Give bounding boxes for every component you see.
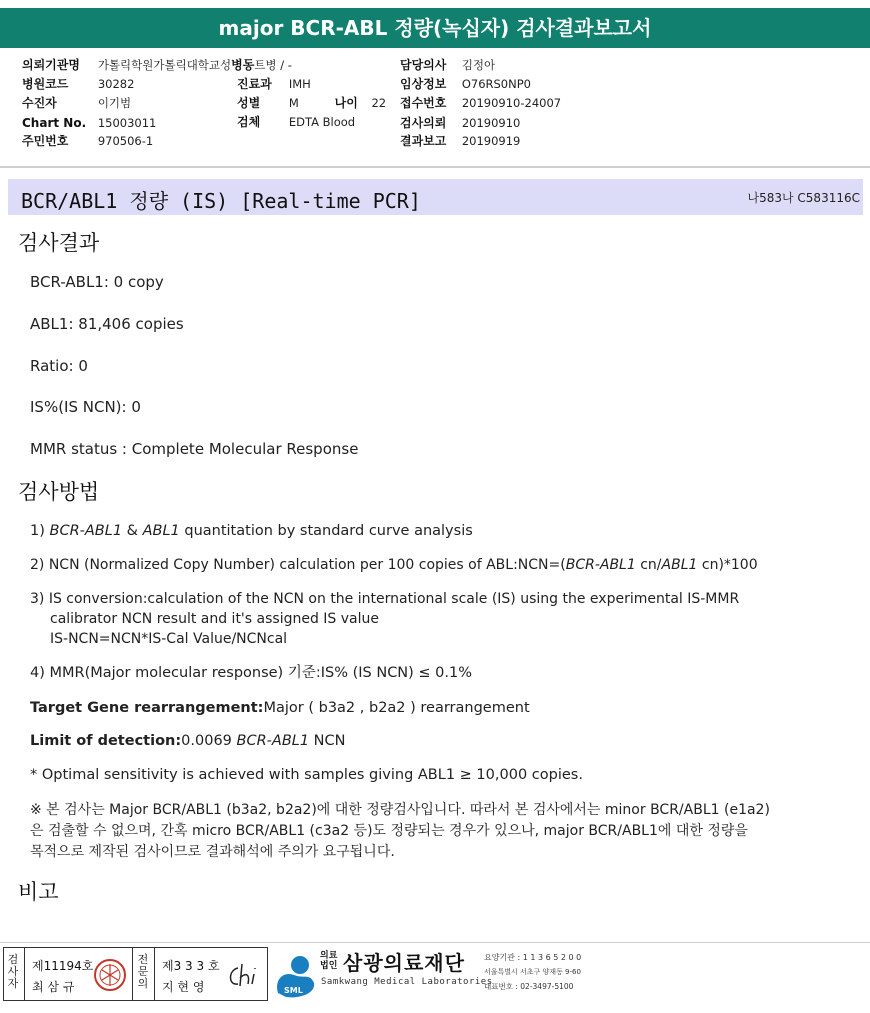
m1-suffix: quantitation by standard curve analysis (179, 523, 473, 539)
lod-value: 0.0069 (181, 733, 237, 749)
method-heading: 검사방법 (18, 480, 100, 504)
signature-box (3, 947, 268, 1001)
method-item-4: 4) MMR(Major molecular response) 기준:IS% (IS NCN) ≤ 0.1% (30, 665, 473, 681)
report-date-row (400, 133, 520, 149)
sml-logo-text: SML (284, 986, 303, 995)
result-mmr-status: MMR status : Complete Molecular Response (30, 440, 359, 458)
specialist-name: 지 현 영 (162, 980, 205, 994)
org-address: 서울특별시 서초구 양재동 9-60 (484, 968, 581, 976)
m2-gene1: BCR-ABL1 (565, 557, 636, 573)
result-abl1: ABL1: 81,406 copies (30, 315, 184, 333)
results-heading: 검사결과 (18, 231, 100, 255)
age-value: 22 (371, 96, 387, 110)
ward-value: 트병 / - (254, 58, 292, 72)
test-name: BCR/ABL1 정량 (IS) [Real-time PCR] (21, 189, 421, 213)
rrn-label: 주민번호 (22, 134, 69, 148)
m2-suffix: cn)*100 (697, 557, 758, 573)
report-title: major BCR-ABL 정량(녹십자) 검사결과보고서 (0, 8, 870, 48)
target-label: Target Gene rearrangement: (30, 700, 264, 716)
receipt-value: 20190910-24007 (461, 96, 562, 110)
tester-v3: 자 (7, 977, 19, 990)
tester-v1: 검 (7, 953, 19, 966)
org-prefix (320, 951, 337, 971)
m2-mid: cn/ (635, 557, 662, 573)
chart-value: 15003011 (97, 116, 157, 130)
request-label: 검사의뢰 (400, 116, 447, 130)
specialist-v3: 의 (137, 977, 149, 990)
lod-label: Limit of detection: (30, 733, 182, 749)
divider-2 (132, 948, 133, 1000)
specialist-v2: 문 (137, 965, 149, 978)
tester-vertical-label (6, 954, 20, 990)
ward-label: 병동 (231, 58, 255, 72)
chart-label: Chart No. (22, 116, 87, 130)
sml-logo-icon (270, 949, 320, 1001)
target-value: Major ( b3a2 , b2a2 ) rearrangement (263, 700, 530, 716)
target-gene (30, 698, 530, 718)
tester-license-no: 제11194호 (32, 959, 94, 973)
caution-note-line2: 은 검출할 수 없으며, 간혹 micro BCR/ABL1 (c3a2 등)도 정량되는 경우가 있으나, major BCR/ABL1에 대한 정량을 (30, 823, 748, 839)
doctor-value: 김정아 (461, 58, 496, 72)
divider-1 (24, 948, 25, 1000)
result-ratio: Ratio: 0 (30, 357, 88, 375)
specialist-signature-icon (224, 956, 264, 992)
hospital-code-label: 병원코드 (22, 77, 69, 91)
divider-3 (154, 948, 155, 1000)
receipt-row (400, 95, 561, 111)
test-code: 나583나 C583116C (747, 191, 860, 205)
institution-value: 가톨릭학원가톨릭대학교성 (97, 58, 232, 72)
dept-label: 진료과 (237, 77, 272, 91)
lod-suffix: NCN (309, 733, 346, 749)
m2-prefix: 2) NCN (Normalized Copy Number) calculation per 100 copies of ABL:NCN=( (30, 557, 566, 573)
lod-gene: BCR-ABL1 (236, 733, 310, 749)
method-item-3-line1: 3) IS conversion:calculation of the NCN on the international scale (IS) using the experimental IS-MMR (30, 591, 740, 607)
specialist-license-no: 제3 3 3 호 (162, 959, 220, 973)
result-is-percent: IS%(IS NCN): 0 (30, 398, 141, 416)
receipt-label: 접수번호 (400, 96, 447, 110)
doctor-row (400, 57, 495, 73)
remarks-heading: 비고 (18, 880, 59, 904)
sensitivity-note: * Optimal sensitivity is achieved with samples giving ABL1 ≥ 10,000 copies. (30, 767, 583, 783)
org-english-name: Samkwang Medical Laboratories (321, 977, 493, 987)
caution-note-line3: 목적으로 제작된 검사이므로 결과해석에 주의가 요구됩니다. (30, 844, 395, 860)
sex-value: M (288, 96, 299, 110)
chart-row (22, 115, 156, 131)
org-prefix-1: 의료 (320, 951, 338, 961)
report-date-label: 결과보고 (400, 134, 447, 148)
test-name-bar (8, 179, 863, 215)
m1-amp: & (122, 523, 143, 539)
specialist-v1: 전 (137, 953, 149, 966)
request-row (400, 115, 520, 131)
care-institution-no: 요양기관 : 1 1 3 6 5 2 0 0 (484, 953, 582, 962)
m1-gene2: ABL1 (142, 523, 180, 539)
tester-name: 최 삼 규 (32, 980, 75, 994)
doctor-label: 담당의사 (400, 58, 447, 72)
institution-label: 의뢰기관명 (22, 58, 80, 72)
hospital-code-row (22, 76, 134, 92)
specialist-vertical-label (136, 954, 150, 990)
clinical-label: 임상정보 (400, 77, 447, 91)
specimen-label: 검체 (237, 115, 261, 129)
org-prefix-2: 법인 (320, 961, 338, 971)
clinical-row (400, 76, 531, 92)
org-phone: 대표번호 : 02-3497-5100 (484, 982, 574, 991)
m1-gene1: BCR-ABL1 (49, 523, 123, 539)
method-item-3-line3: IS-NCN=NCN*IS-Cal Value/NCNcal (50, 631, 288, 647)
rrn-value: 970506-1 (97, 134, 154, 148)
institution-row (22, 57, 292, 73)
dept-value: IMH (288, 77, 311, 91)
hospital-code-value: 30282 (97, 77, 135, 91)
method-item-3-line2: calibrator NCN result and it's assigned IS value (50, 611, 379, 627)
sex-label: 성별 (237, 96, 261, 110)
tester-v2: 사 (7, 965, 19, 978)
result-bcr-abl1: BCR-ABL1: 0 copy (30, 273, 164, 291)
caution-note-line1: ※ 본 검사는 Major BCR/ABL1 (b3a2, b2a2)에 대한 정량검사입니다. 따라서 본 검사에서는 minor BCR/ABL1 (e1a2) (30, 802, 770, 818)
patient-value: 이기범 (97, 96, 132, 110)
sex-row (237, 95, 386, 111)
patient-info-panel (0, 48, 870, 168)
clinical-value: O76RS0NP0 (461, 77, 531, 91)
dept-row (237, 76, 311, 92)
org-name: 삼광의료재단 (343, 951, 465, 975)
method-item-2 (30, 555, 758, 575)
specimen-value: EDTA Blood (288, 115, 356, 129)
report-footer (0, 942, 870, 1013)
age-label: 나이 (334, 96, 358, 110)
patient-label: 수진자 (22, 96, 57, 110)
rrn-row (22, 133, 153, 149)
limit-of-detection (30, 731, 346, 751)
specimen-row (237, 114, 355, 130)
top-strip (0, 0, 870, 8)
m1-prefix: 1) (30, 523, 50, 539)
method-item-1 (30, 521, 473, 541)
report-date-value: 20190919 (461, 134, 521, 148)
tester-seal-icon (92, 958, 128, 992)
request-value: 20190910 (461, 116, 521, 130)
patient-row (22, 95, 131, 111)
m2-gene2: ABL1 (661, 557, 698, 573)
